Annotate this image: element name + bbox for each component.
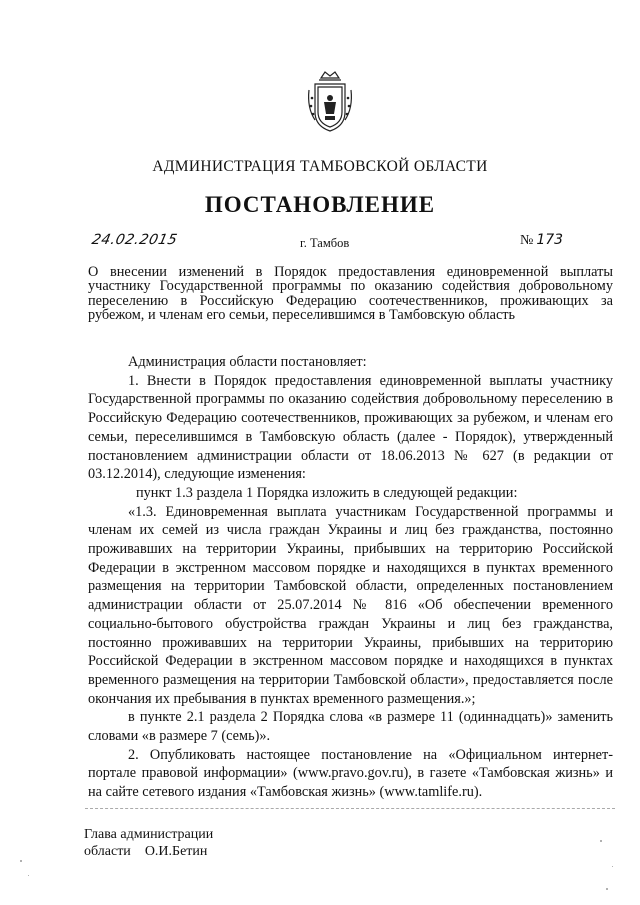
signature-name: О.И.Бетин — [144, 844, 208, 859]
scan-noise — [600, 840, 602, 842]
scan-noise — [28, 875, 29, 876]
signature-position-line2: области — [84, 844, 131, 859]
document-number — [520, 232, 563, 249]
item-2: 2. Опубликовать настоящее постановление на «Официальном интернет-портале правовой информации» (www.pravo.gov.ru), в газете «Тамбовская жизнь» и на сайте сетевого издания «Тамбовская жизнь» (www.tamlife.ru). — [88, 746, 613, 801]
document-subject: О внесении изменений в Порядок предоставления единовременной выплаты участнику Государственной программы по оказанию содействия добровольному переселению в Российскую Федерацию соотечественников, проживающих за рубежом, и членам его семьи, переселившимся в Тамбовскую область — [88, 264, 613, 323]
number-value: 173 — [536, 232, 564, 248]
coat-of-arms-icon — [305, 68, 355, 134]
document-city: г. Тамбов — [300, 236, 350, 250]
document-type-title: ПОСТАНОВЛЕНИЕ — [204, 192, 436, 217]
item-1-change: в пункте 2.1 раздела 2 Порядка слова «в размере 11 (одиннадцать)» заменить словами «в размере 7 (семь)». — [88, 709, 613, 745]
document-date: 24.02.2015 — [90, 232, 179, 248]
signature-position-line1: Глава администрации — [84, 827, 214, 842]
number-label: № — [520, 233, 534, 248]
organization-heading: АДМИНИСТРАЦИЯ ТАМБОВСКОЙ ОБЛАСТИ — [152, 158, 488, 175]
scan-noise — [20, 860, 22, 862]
separator-line — [85, 808, 615, 809]
scan-noise — [606, 888, 608, 890]
signature-block — [84, 826, 213, 860]
item-1-quote: «1.3. Единовременная выплата участникам Государственной программы и членам их семей из числа граждан Украины и лиц без гражданства, постоянно проживавших на территории Украины, прибывших на территорию Российской Федерации в экстренном массовом порядке и находящихся в пунктах временного размещения на территории Тамбовской области, определенных постановлением администрации области от 25.07.2014 № 816 «Об обеспечении временного социально-бытового обустройства граждан Украины и лиц без гражданства, постоянно проживавших на территории Украины, прибывших на территорию Российской Федерации в экстренном массовом порядке и находящихся в пунктах временного размещения на территории Тамбовской области», предоставляется после окончания их пребывания в пунктах временного размещения.»; — [88, 503, 613, 707]
document-body — [88, 353, 613, 802]
item-1: 1. Внести в Порядок предоставления единовременной выплаты участнику Государственной программы по оказанию содействия добровольному переселению в Российскую Федерацию соотечественников, проживающих за рубежом, и членам его семьи, переселившимся в Тамбовскую область (далее - Порядок), утвержденный постановлением администрации области от 18.06.2013 № 627 (в редакции от 03.12.2014), следующие изменения: — [88, 372, 613, 483]
preamble: Администрация области постановляет: — [128, 354, 367, 370]
scan-noise — [612, 866, 613, 867]
item-1-sub: пункт 1.3 раздела 1 Порядка изложить в следующей редакции: — [136, 484, 518, 501]
